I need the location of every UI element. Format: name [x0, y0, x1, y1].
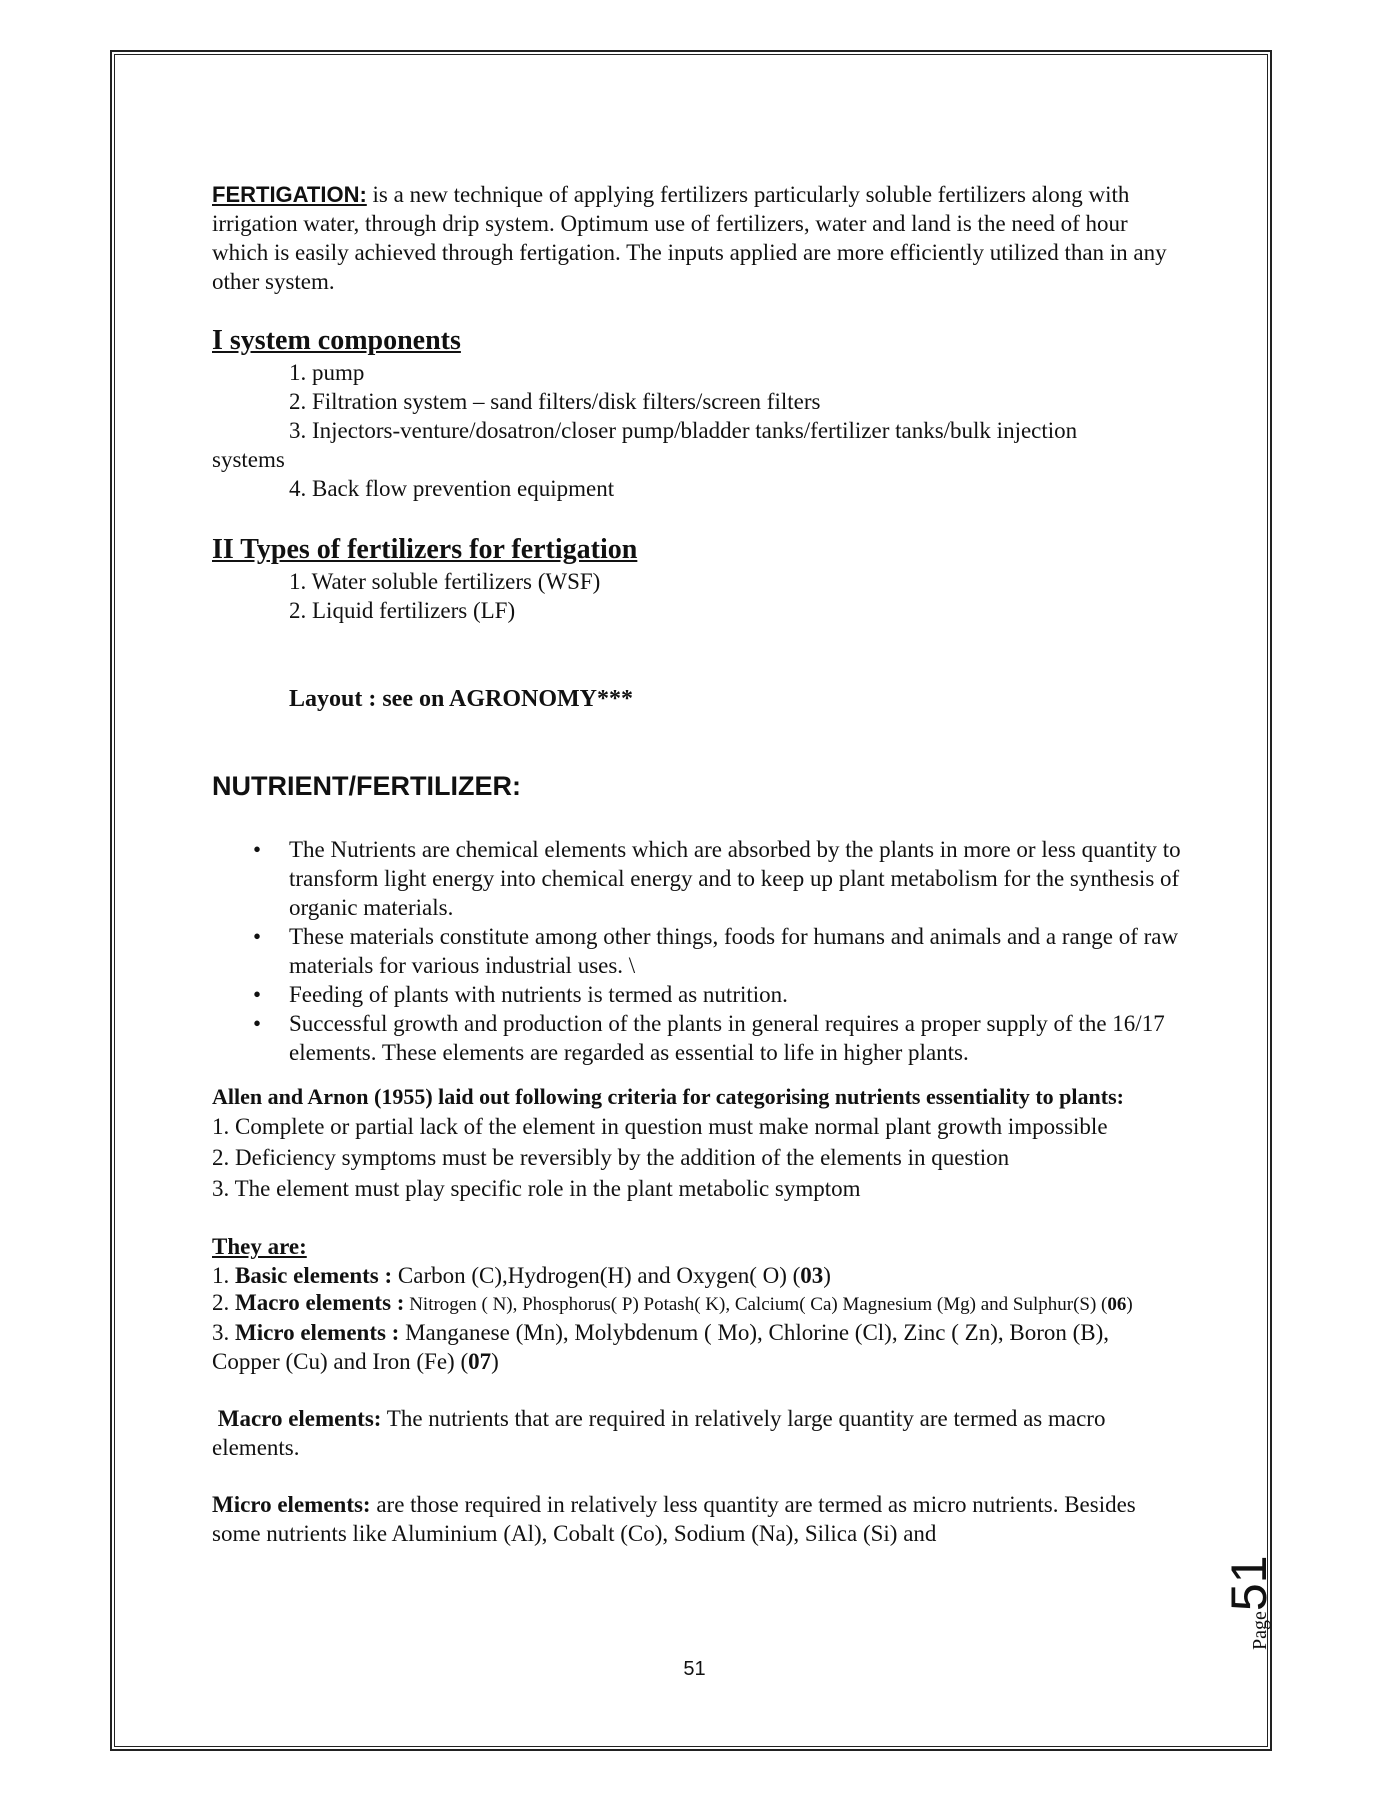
micro-definition-label: Micro elements:	[212, 1492, 371, 1517]
list-item	[253, 1009, 1182, 1067]
item-number: 3.	[212, 1320, 235, 1345]
layout-note: Layout : see on AGRONOMY***	[289, 686, 633, 712]
page-content	[212, 180, 1182, 1548]
fertilizer-type-item: 1. Water soluble fertilizers (WSF)	[289, 569, 601, 594]
bullet-text: Successful growth and production of the plants in general requires a proper supply of the 16/17 elements. These elements are regarded as essential to life in higher plants.	[289, 1011, 1165, 1065]
bullet-text: Feeding of plants with nutrients is termed as nutrition.	[289, 982, 788, 1007]
bullet-icon: •	[253, 924, 262, 949]
item-number: 2.	[212, 1290, 235, 1315]
criteria-item: 1. Complete or partial lack of the element in question must make normal plant growth impossible	[212, 1114, 1108, 1139]
criteria-item: 3. The element must play specific role in the plant metabolic symptom	[212, 1176, 861, 1201]
they-are-heading: They are:	[212, 1234, 307, 1259]
fertilizer-types-heading: II Types of fertilizers for fertigation	[212, 534, 638, 565]
fertigation-paragraph	[212, 180, 1182, 296]
system-component-item: 1. pump	[289, 360, 365, 385]
bullet-text: The Nutrients are chemical elements which are absorbed by the plants in more or less quantity to transform light energy into chemical energy and to keep up plant metabolism for the synthesis of organic materials.	[289, 837, 1181, 920]
system-component-item: 4. Back flow prevention equipment	[289, 476, 615, 501]
micro-definition-text: are those required in relatively less quantity are termed as micro nutrients. Besides some nutrients like Aluminium (Al), Cobalt (Co), Sodium (Na), Silica (Si) and	[212, 1492, 1136, 1546]
macro-definition-label: Macro elements:	[217, 1406, 382, 1431]
macro-definition-text: The nutrients that are required in relatively large quantity are termed as macro elements.	[212, 1406, 1106, 1460]
bullet-text: These materials constitute among other things, foods for humans and animals and a range of raw materials for various industrial uses. \	[289, 924, 1179, 978]
criteria-heading: Allen and Arnon (1955) laid out following criteria for categorising nutrients essentiality to plants:	[212, 1084, 1124, 1109]
bullet-icon: •	[253, 982, 262, 1007]
basic-elements-label: Basic elements :	[235, 1263, 393, 1288]
system-component-item-continuation: systems	[212, 447, 285, 472]
page-number: 51	[683, 1658, 706, 1680]
macro-elements-text: Nitrogen ( N), Phosphorus( P) Potash( K), Calcium( Ca) Magnesium (Mg) and Sulphur(S) (	[404, 1294, 1108, 1315]
micro-elements-text: Manganese (Mn), Molybdenum ( Mo), Chlorine (Cl), Zinc ( Zn), Boron (B), Copper (Cu) and Iron (Fe) (	[212, 1320, 1110, 1374]
paren: )	[823, 1263, 831, 1288]
macro-elements-line	[212, 1290, 1182, 1318]
basic-elements-text: Carbon (C),Hydrogen(H) and Oxygen( O) (	[392, 1263, 801, 1288]
paren: )	[491, 1349, 499, 1374]
basic-elements-line	[212, 1261, 1182, 1290]
macro-elements-label: Macro elements :	[235, 1290, 405, 1315]
micro-elements-label: Micro elements :	[235, 1320, 400, 1345]
fertigation-label: FERTIGATION:	[212, 182, 367, 207]
list-item	[253, 835, 1182, 922]
side-page-number: 51	[1221, 1555, 1277, 1612]
basic-elements-count: 03	[800, 1263, 824, 1288]
list-item	[253, 922, 1182, 980]
bullet-icon: •	[253, 1011, 262, 1036]
side-page-word: Page	[1249, 1611, 1271, 1650]
list-item	[253, 980, 1182, 1009]
bullet-icon: •	[253, 837, 262, 862]
nutrient-heading: NUTRIENT/FERTILIZER:	[212, 771, 521, 801]
micro-elements-line	[212, 1318, 1182, 1376]
fertigation-text: is a new technique of applying fertilizers particularly soluble fertilizers along with irrigation water, through drip system. Optimum use of fertilizers, water and land is the need of hour which is easily achieved through fertigation. The inputs applied are more efficiently utilized than in any other system.	[212, 182, 1167, 294]
macro-elements-count: 06	[1107, 1294, 1127, 1315]
micro-elements-count: 07	[468, 1349, 492, 1374]
item-number: 1.	[212, 1263, 235, 1288]
system-components-heading: I system components	[212, 325, 461, 356]
system-component-item: 3. Injectors-venture/dosatron/closer pump/bladder tanks/fertilizer tanks/bulk injection	[289, 418, 1078, 443]
criteria-item: 2. Deficiency symptoms must be reversibly by the addition of the elements in question	[212, 1145, 1010, 1170]
nutrient-bullet-list	[212, 835, 1182, 1067]
system-component-item: 2. Filtration system – sand filters/disk filters/screen filters	[289, 389, 821, 414]
fertilizer-type-item: 2. Liquid fertilizers (LF)	[289, 598, 516, 623]
side-page-label	[1220, 1555, 1278, 1650]
micro-definition	[212, 1490, 1182, 1548]
macro-definition	[212, 1404, 1182, 1462]
paren: )	[1126, 1294, 1133, 1315]
